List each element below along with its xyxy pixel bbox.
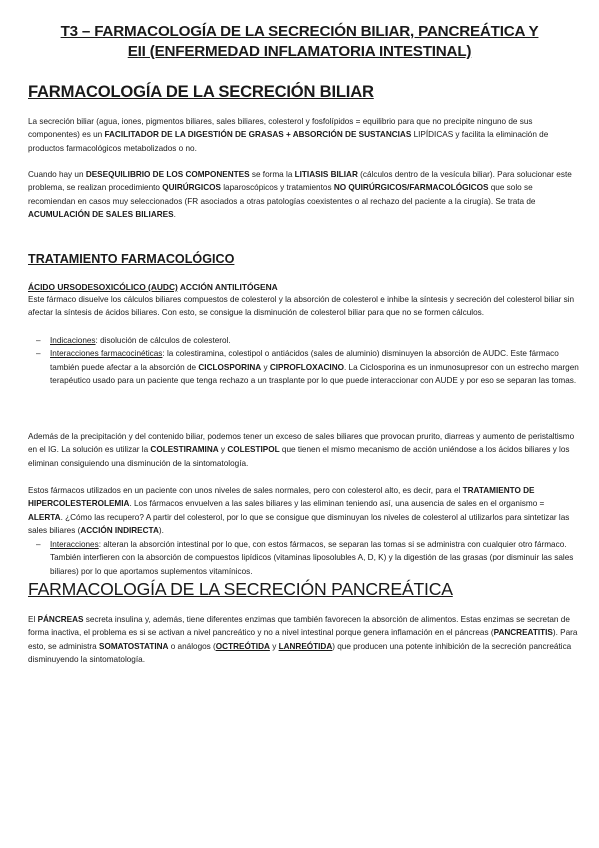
bullet-interacciones: – Interacciones: alteran la absorción intestinal por lo que, con estos fármacos, se separan las tomas si se administra con cualquier otro fármaco. También interfieren con la absorción de compuestos lipídicos (vitaminas liposolubles A, D, K) y la digestión de las grasas (por disminuir las sales biliares) por lo que aportamos suplementos vitamínicos. <box>28 538 580 578</box>
bullet-interacciones-farmacocineticas: – Interacciones farmacocinéticas: la colestiramina, colestipol o antiácidos (sales de aluminio) disminuyen la absorción de AUDC. Este fármaco también puede afectar a la absorción de CICLOSPORINA y CIPROFLOXACINO. La Ciclosporina es un inmunosupresor con un estrecho margen terapéutico usado para un paciente que tenga rechazo a un trasplante por lo que puede interaccionar con AUDE y por eso se separan las tomas. <box>28 347 580 387</box>
bullet-indicaciones: – Indicaciones: disolución de cálculos de colesterol. <box>28 334 580 347</box>
audc-bullet-list <box>28 334 580 388</box>
document-title-line-1: T3 – FARMACOLOGÍA DE LA SECRECIÓN BILIAR, PANCREÁTICA Y <box>60 23 539 40</box>
drug-heading-audc: ÁCIDO URSODESOXICÓLICO (AUDC) ACCIÓN ANTILITÓGENA <box>28 282 278 292</box>
document-title-line-2: EII (ENFERMEDAD INFLAMATORIA INTESTINAL) <box>127 43 472 60</box>
paragraph-secrecion-biliar: La secreción biliar (agua, iones, pigmentos biliares, sales biliares, colesterol y fosfolípidos = equilibrio para que no precipite ninguno de sus componentes) es un FACILITADOR DE LA DIGESTIÓN DE GRASAS + ABSORCIÓN DE SUSTANCIAS LIPÍDICAS y facilita la eliminación de productos farmacológicos metabolizados o no. <box>28 117 549 153</box>
resinas-bullet-list <box>28 538 580 578</box>
paragraph-pancreas: El PÁNCREAS secreta insulina y, además, tiene diferentes enzimas que también favorecen la absorción de alimentos. Estas enzimas se secretan de forma inactiva, el problema es si se activan a nivel pancreático y no a nivel intestinal porque genera inflamación en el páncreas (PANCREATITIS). Para esto, se administra SOMATOSTATINA o análogos (OCTREÓTIDA y LANREÓTIDA) que producen una potente inhibición de la secreción pancreática disminuyendo la sintomatología. <box>28 615 578 665</box>
paragraph-audc: Este fármaco disuelve los cálculos biliares compuestos de colesterol y la absorción de colesterol e inhibe la síntesis y secreción del colesterol biliar sin afectar la síntesis de ácidos biliares. Con esto, se consigue la disminución de colesterol biliar para que no se formen cálculos. <box>28 295 575 318</box>
paragraph-hipercolesterolemia: Estos fármacos utilizados en un paciente con unos niveles de sales normales, pero con colesterol alto, es decir, para el TRATAMIENTO DE HIPERCOLESTEROLEMIA. Los fármacos envuelven a las sales biliares y las eliminan teniendo así, una ausencia de sales en el organismo = ALERTA. ¿Cómo las recupero? A partir del colesterol, por lo que se consigue que disminuyan los niveles de colesterol al utilizarlos para sintetizar las sales biliares (ACCIÓN INDIRECTA). <box>28 486 570 536</box>
section-heading-biliar: FARMACOLOGÍA DE LA SECRECIÓN BILIAR <box>28 82 374 101</box>
paragraph-litiasis-biliar: Cuando hay un DESEQUILIBRIO DE LOS COMPONENTES se forma la LITIASIS BILIAR (cálculos dentro de la vesícula biliar). Para solucionar este problema, se realizan procedimiento QUIRÚRGICOS laparoscópicos y tratamientos NO QUIRÚRGICOS/FARMACOLÓGICOS que solo se recomiendan en casos muy seleccionados (FR asociados a otras patologías coexistentes o al rechazo del paciente a la cirugía). Se trata de ACUMULACIÓN DE SALES BILIARES. <box>28 170 572 220</box>
paragraph-exceso-sales-biliares: Además de la precipitación y del contenido biliar, podemos tener un exceso de sales biliares que provocan prurito, diarreas y aumento de peristaltismo en el IG. La solución es utilizar la COLESTIRAMINA y COLESTIPOL que tienen el mismo mecanismo de acción uniéndose a los ácidos biliares y los eliminan consiguiendo una disminución de la sintomatología. <box>28 432 575 468</box>
document-title <box>0 22 599 62</box>
subsection-heading-tratamiento: TRATAMIENTO FARMACOLÓGICO <box>28 252 235 266</box>
section-heading-pancreatica: FARMACOLOGÍA DE LA SECRECIÓN PANCREÁTICA <box>28 579 453 599</box>
